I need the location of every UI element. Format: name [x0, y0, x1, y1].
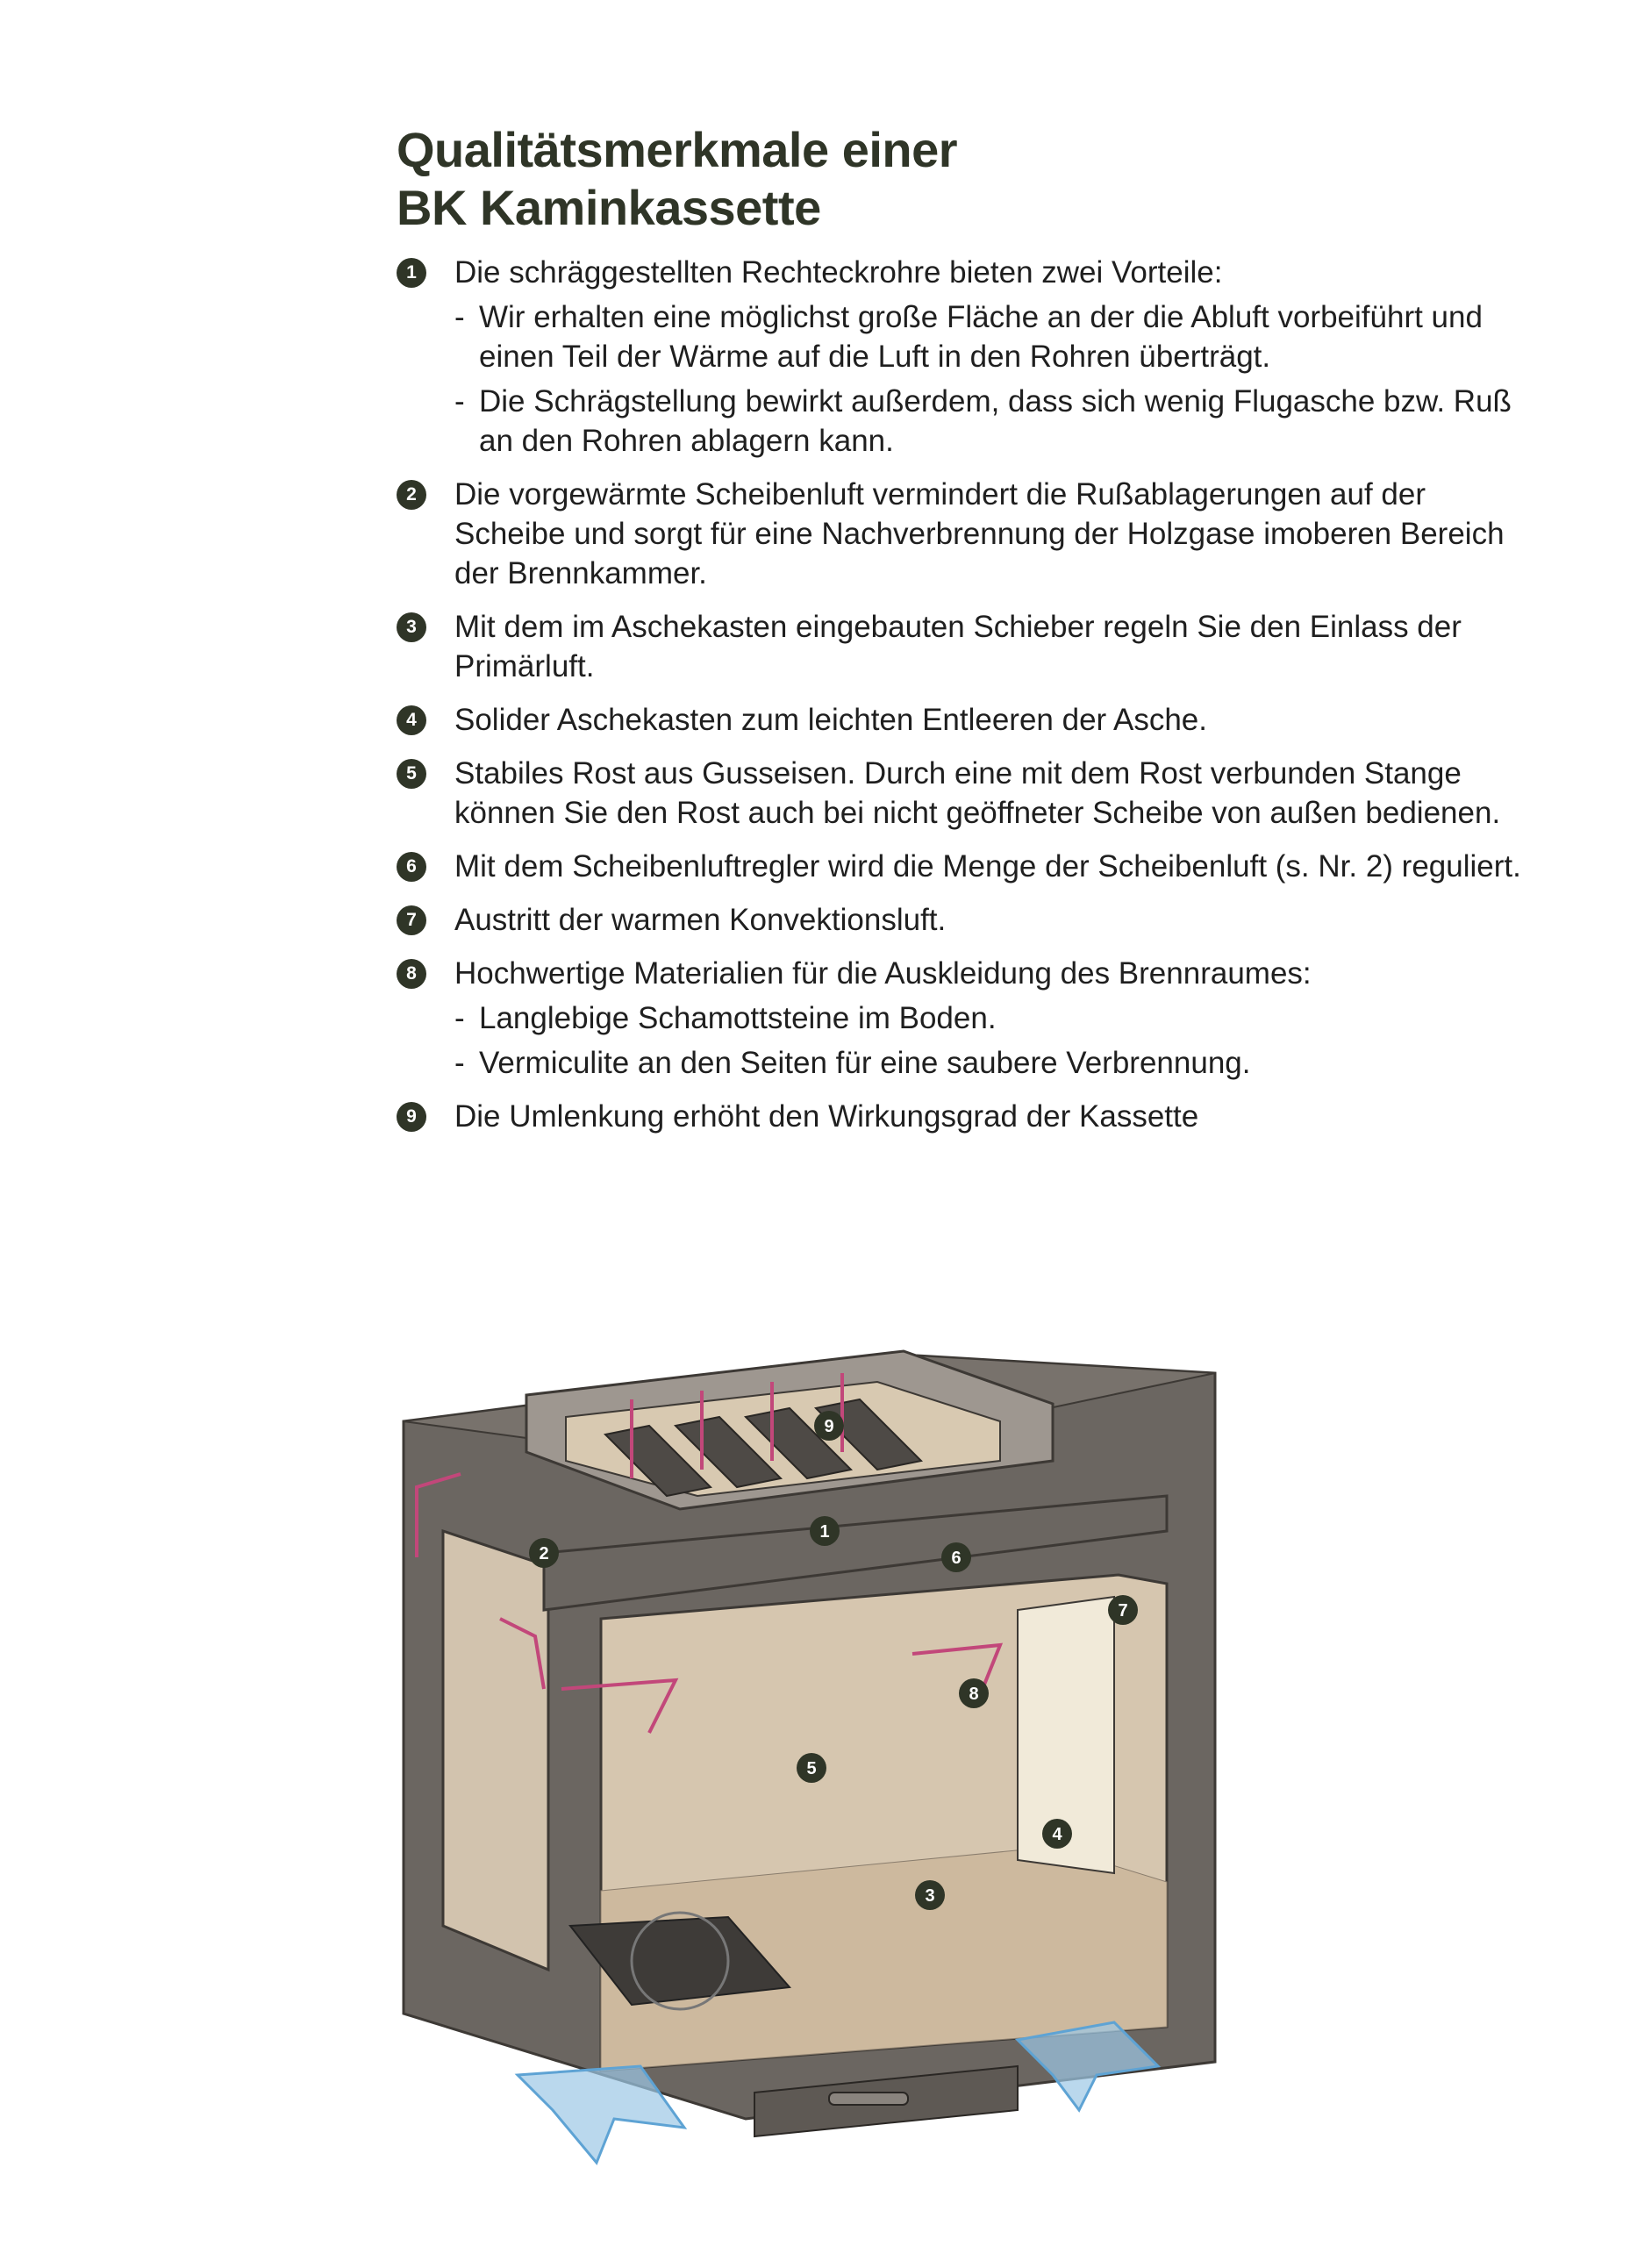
feature-item [397, 253, 1537, 461]
feature-item [397, 475, 1537, 593]
feature-text: Stabiles Rost aus Gusseisen. Durch eine mit dem Rost verbunden Stange können Sie den Rost auch bei nicht geöffneter Scheibe von außen bedienen. [454, 756, 1501, 830]
sub-point-text: Wir erhalten eine möglichst große Fläche an der die Abluft vorbeiführt und einen Teil der Wärme auf die Luft in den Rohren überträgt. [479, 300, 1483, 374]
sub-point: - Die Schrägstellung bewirkt außerdem, dass sich wenig Flugasche bzw. Ruß an den Rohren ablagern kann. [454, 384, 1512, 458]
number-badge: 6 [397, 852, 426, 882]
feature-text: Hochwertige Materialien für die Auskleidung des Brennraumes: [454, 956, 1312, 991]
sub-point-text: Langlebige Schamottsteine im Boden. [479, 1001, 997, 1035]
feature-text: Austritt der warmen Konvektionsluft. [454, 903, 947, 937]
feature-text: Die Umlenkung erhöht den Wirkungsgrad der Kassette [454, 1099, 1199, 1134]
feature-text: Solider Aschekasten zum leichten Entleeren der Asche. [454, 703, 1207, 737]
marker-5: 5 [806, 1759, 817, 1778]
marker-9: 9 [824, 1417, 834, 1436]
number-badge: 7 [397, 905, 426, 935]
feature-item [397, 1097, 1537, 1136]
sub-point: - Wir erhalten eine möglichst große Fläche an der die Abluft vorbeiführt und einen Teil der Wärme auf die Luft in den Rohren überträgt. [454, 300, 1483, 374]
feature-item [397, 700, 1537, 740]
sub-point: - Langlebige Schamottsteine im Boden. [454, 1001, 997, 1035]
number-badge: 8 [397, 959, 426, 989]
marker-3: 3 [925, 1886, 935, 1906]
marker-2: 2 [539, 1544, 549, 1563]
marker-8: 8 [969, 1685, 979, 1704]
sub-point: - Vermiculite an den Seiten für eine saubere Verbrennung. [454, 1046, 1251, 1080]
page-title [397, 121, 1449, 237]
marker-1: 1 [819, 1522, 830, 1542]
title-line-2: BK Kaminkassette [397, 180, 821, 235]
title-line-1: Qualitätsmerkmale einer [397, 122, 958, 177]
number-badge: 5 [397, 759, 426, 789]
feature-item [397, 954, 1537, 1083]
marker-7: 7 [1118, 1601, 1128, 1621]
number-badge: 1 [397, 258, 426, 288]
marker-4: 4 [1052, 1825, 1062, 1844]
sub-point-text: Vermiculite an den Seiten für eine saubere Verbrennung. [479, 1046, 1251, 1080]
side-opening [443, 1531, 548, 1970]
feature-item [397, 900, 1537, 940]
number-badge: 2 [397, 480, 426, 510]
fireplace-cassette-illustration [386, 1320, 1298, 2198]
number-badge: 9 [397, 1102, 426, 1132]
feature-text: Mit dem im Aschekasten eingebauten Schieber regeln Sie den Einlass der Primärluft. [454, 610, 1462, 683]
number-badge: 4 [397, 705, 426, 735]
feature-item [397, 607, 1537, 686]
feature-item [397, 847, 1537, 886]
feature-text: Die schräggestellten Rechteckrohre bieten zwei Vorteile: [454, 255, 1223, 290]
feature-text: Mit dem Scheibenluftregler wird die Menge der Scheibenluft (s. Nr. 2) reguliert. [454, 849, 1521, 884]
number-badge: 3 [397, 612, 426, 642]
feature-text: Die vorgewärmte Scheibenluft vermindert die Rußablagerungen auf der Scheibe und sorgt für eine Nachverbrennung der Holzgase imoberen Bereich der Brennkammer. [454, 477, 1505, 590]
feature-list [397, 253, 1537, 1150]
feature-item [397, 754, 1537, 833]
sub-point-text: Die Schrägstellung bewirkt außerdem, dass sich wenig Flugasche bzw. Ruß an den Rohren ablagern kann. [479, 384, 1512, 458]
marker-6: 6 [951, 1549, 962, 1568]
